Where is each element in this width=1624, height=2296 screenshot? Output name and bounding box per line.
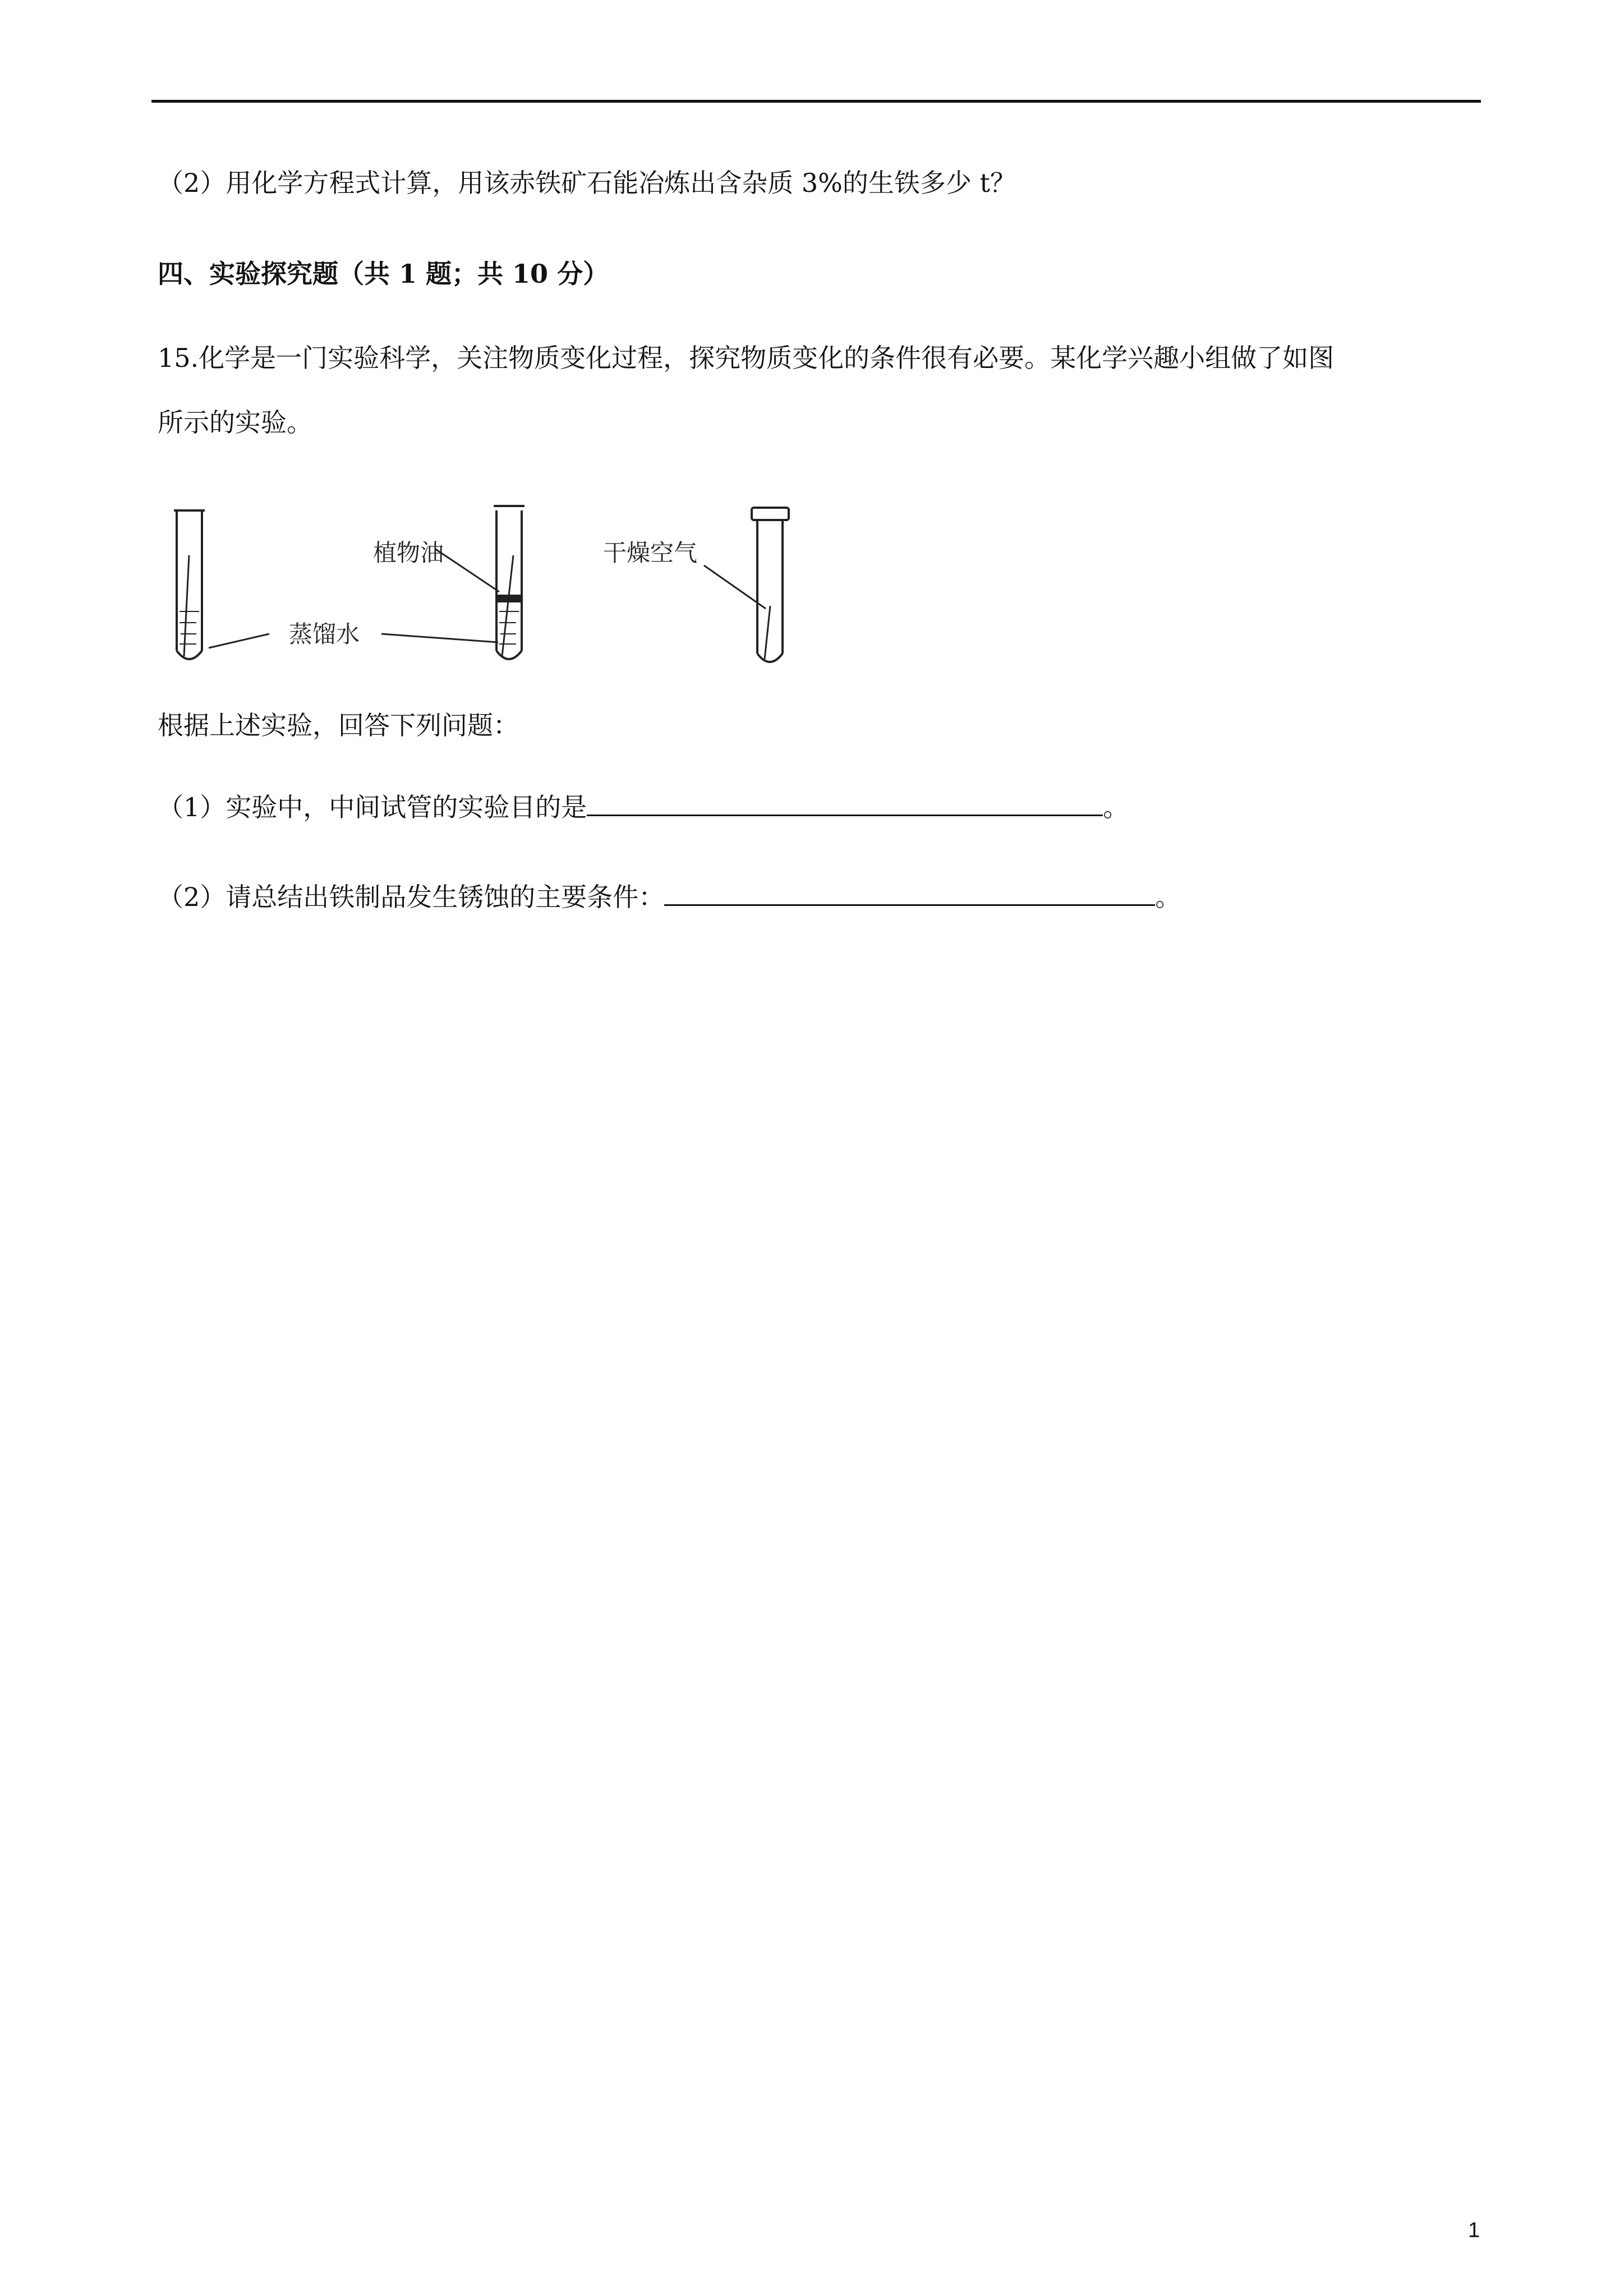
sub-2-prompt: （2）请总结出铁制品发生锈蚀的主要条件： xyxy=(158,882,665,912)
section-title: 四、实验探究题（共 1 题；共 10 分） xyxy=(158,259,609,289)
test-tube-2 xyxy=(494,506,525,659)
page-number: 1 xyxy=(1468,2219,1480,2242)
answer-blank-2[interactable] xyxy=(664,880,1155,906)
answer-prompt: 根据上述实验，回答下列问题： xyxy=(158,710,519,740)
test-tube-3 xyxy=(752,508,789,662)
question-15-text-line-2: 所示的实验。 xyxy=(158,407,312,438)
label-distilled-water: 蒸馏水 xyxy=(289,620,360,648)
test-tubes-diagram xyxy=(163,499,813,684)
label-dry-air: 干燥空气 xyxy=(603,539,698,567)
sub-1-prompt: （1）实验中，中间试管的实验目的是 xyxy=(158,792,587,822)
question-15-sub-2 xyxy=(158,880,1181,914)
answer-blank-1[interactable] xyxy=(587,790,1103,816)
question-15-sub-1 xyxy=(158,790,1129,824)
experiment-figure xyxy=(163,499,813,684)
question-14-part-2: （2）用化学方程式计算，用该赤铁矿石能冶炼出含杂质 3%的生铁多少 t？ xyxy=(158,168,1016,198)
sub-2-end-mark: 。 xyxy=(1155,882,1181,912)
header-rule xyxy=(151,100,1481,103)
label-vegetable-oil: 植物油 xyxy=(373,539,444,567)
question-15-text-line-1: 15.化学是一门实验科学，关注物质变化过程，探究物质变化的条件很有必要。某化学兴趣小组做了如图 xyxy=(158,343,1335,373)
test-tube-1 xyxy=(174,510,205,659)
sub-1-end-mark: 。 xyxy=(1103,792,1129,822)
